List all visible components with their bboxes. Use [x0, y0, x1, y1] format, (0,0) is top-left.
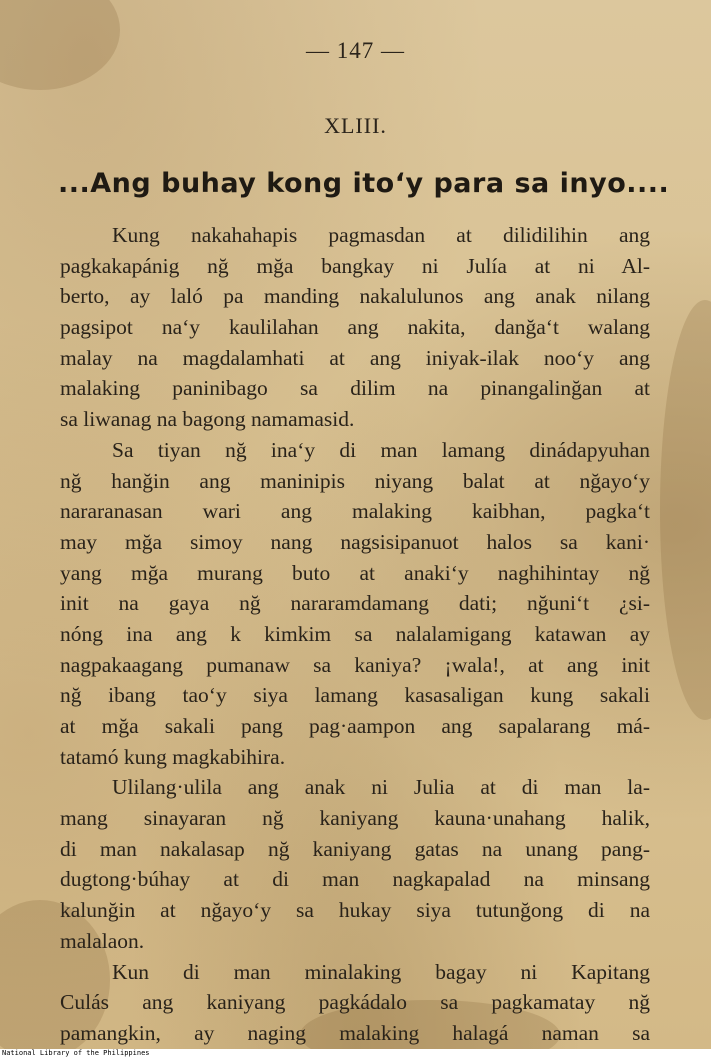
- text-line: berto, ay laló pa manding nakalulunos ang anak nilang: [60, 284, 650, 309]
- text-line: pagkakapánig nğ mğa bangkay ni Julía at ni Al-: [60, 253, 650, 278]
- text-line: init na gaya nğ nararamdamang dati; nğuni‘t ¿si-: [60, 591, 650, 616]
- text-line: nğ ibang tao‘y siya lamang kasasaligan kung sakali: [60, 683, 650, 708]
- body-text: [60, 220, 650, 1049]
- text-line: at mğa sakali pang pag·aampon ang sapalarang má-: [60, 714, 650, 738]
- text-line: Culás ang kaniyang pagkádalo sa pagkamatay nğ: [60, 990, 650, 1015]
- page-number: — 147 —: [306, 38, 405, 63]
- text-line: yang mğa murang buto at anaki‘y naghihintay nğ: [60, 560, 650, 585]
- chapter-numeral: XLIII.: [324, 113, 387, 138]
- text-line: nagpakaagang pumanaw sa kaniya? ¡wala!, at ang init: [60, 652, 650, 677]
- paragraph: [60, 772, 650, 956]
- paragraph: [60, 957, 650, 1049]
- paragraph: [60, 220, 650, 435]
- text-line: tatamó kung magkabihira.: [60, 744, 286, 769]
- text-line: malalaon.: [60, 928, 145, 953]
- text-line: sa liwanag na bagong namamasid.: [60, 407, 355, 432]
- text-line: mang sinayaran nğ kaniyang kauna·unahang halik,: [60, 806, 650, 831]
- text-line: Ulilang·ulila ang anak ni Julia at di man la-: [112, 775, 650, 800]
- text-line: nóng ina ang k kimkim sa nalalamigang katawan ay: [60, 621, 650, 646]
- paper-stain: [660, 300, 711, 720]
- text-line: malay na magdalamhati at ang iniyak-ilak noo‘y ang: [60, 345, 650, 370]
- text-line: kalunğin at nğayo‘y sa hukay siya tutunğong di na: [60, 898, 650, 923]
- footer-credit: National Library of the Philippines: [2, 1049, 150, 1057]
- text-line: pagsipot na‘y kaulilahan ang nakita, danğa‘t walang: [60, 315, 650, 340]
- text-line: dugtong·búhay at di man nagkapalad na minsang: [60, 867, 650, 892]
- text-line: malaking paninibago sa dilim na pinangalinğan at: [60, 376, 650, 401]
- text-line: nararanasan wari ang malaking kaibhan, pagka‘t: [60, 499, 650, 524]
- text-line: nğ hanğin ang maninipis niyang balat at nğayo‘y: [60, 468, 650, 493]
- text-line: Sa tiyan nğ ina‘y di man lamang dinádapyuhan: [112, 437, 650, 462]
- text-line: pamangkin, ay naging malaking halagá naman sa: [60, 1020, 650, 1045]
- text-line: may mğa simoy nang nagsisipanuot halos sa kani·: [60, 529, 650, 554]
- paragraph: [60, 435, 650, 773]
- text-line: di man nakalasap nğ kaniyang gatas na unang pang-: [60, 836, 650, 861]
- text-line: Kung nakahahapis pagmasdan at dilidilihin ang: [112, 223, 650, 247]
- text-line: Kun di man minalaking bagay ni Kapitang: [112, 959, 650, 984]
- chapter-title: ...Ang buhay kong ito‘y para sa inyo....: [58, 168, 670, 199]
